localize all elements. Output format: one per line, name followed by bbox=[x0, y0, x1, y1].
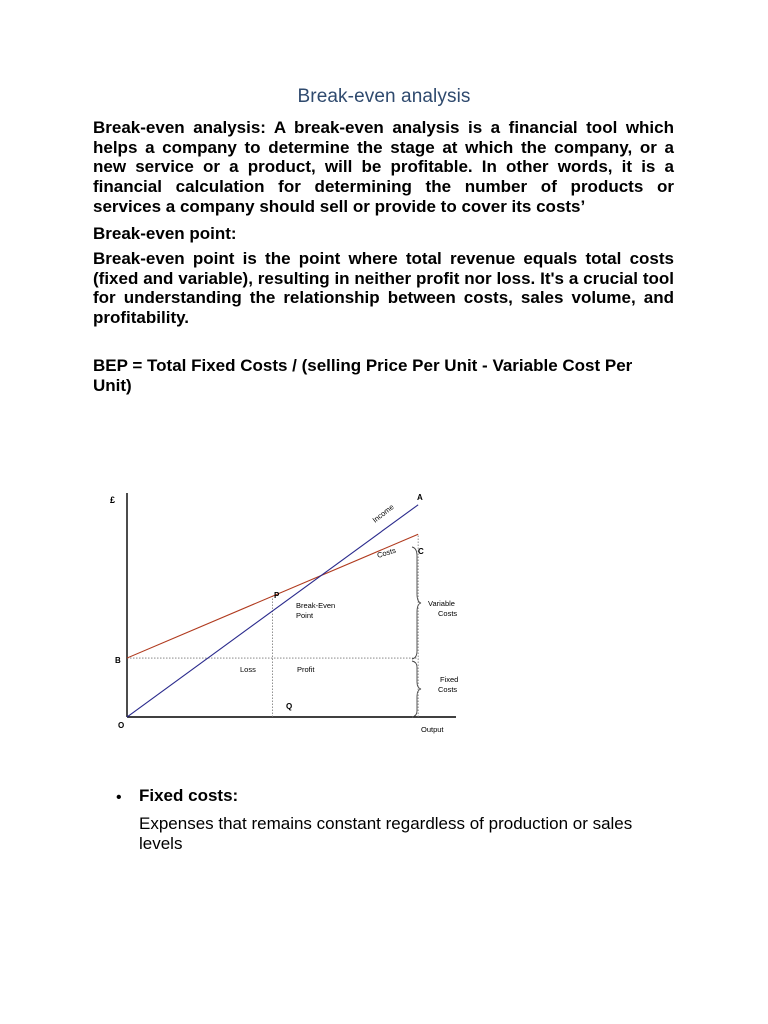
q-label: Q bbox=[286, 702, 293, 711]
loss-label: Loss bbox=[240, 665, 256, 674]
title-initial: B bbox=[297, 86, 311, 107]
origin-label: O bbox=[118, 721, 125, 730]
bep-paragraph: Break-even point is the point where total revenue equals total costs (fixed and variable), resulting in neither profit nor loss. It's a crucial tool for understanding the relationship between costs, sales volume, and profitability. bbox=[93, 249, 674, 328]
income-end-label: A bbox=[417, 493, 423, 502]
break-even-text-2: Point bbox=[296, 611, 314, 620]
break-even-point-label: P bbox=[274, 591, 280, 600]
variable-costs-brace bbox=[412, 547, 421, 659]
intro-paragraph: Break-even analysis: A break-even analysis is a financial tool which helps a company to determine the stage at which the company, or a new service or a product, will be profitable. In other words, it is a financial calculation for determining the number of products or services a company should sell or provide to cover its costs’ bbox=[93, 118, 674, 216]
fixed-start-label: B bbox=[115, 656, 121, 665]
break-even-chart bbox=[100, 486, 480, 740]
y-axis-label: £ bbox=[110, 495, 116, 505]
costs-line bbox=[127, 534, 418, 658]
fixed-costs-brace bbox=[412, 661, 421, 717]
profit-label: Profit bbox=[297, 665, 315, 674]
title-rest: reak-even analysis bbox=[310, 86, 471, 107]
variable-costs-label-2: Costs bbox=[438, 609, 458, 618]
bep-heading: Break-even point: bbox=[93, 224, 237, 243]
income-label: Income bbox=[370, 502, 396, 525]
fixed-costs-heading: Fixed costs: bbox=[139, 786, 239, 805]
bullet-icon: • bbox=[116, 789, 122, 806]
variable-costs-label-1: Variable bbox=[428, 599, 455, 608]
page-title bbox=[0, 86, 768, 108]
break-even-text-1: Break-Even bbox=[296, 601, 336, 610]
fixed-costs-label-1: Fixed bbox=[440, 675, 459, 684]
fixed-costs-label-2: Costs bbox=[438, 685, 458, 694]
x-axis-label: Output bbox=[421, 725, 444, 734]
fixed-costs-description: Expenses that remains constant regardless of production or sales levels bbox=[139, 814, 633, 853]
costs-label: Costs bbox=[375, 545, 397, 560]
income-line bbox=[127, 505, 418, 717]
costs-end-label: C bbox=[418, 547, 424, 556]
bep-formula: BEP = Total Fixed Costs / (selling Price Per Unit - Variable Cost Per Unit) bbox=[93, 356, 633, 395]
